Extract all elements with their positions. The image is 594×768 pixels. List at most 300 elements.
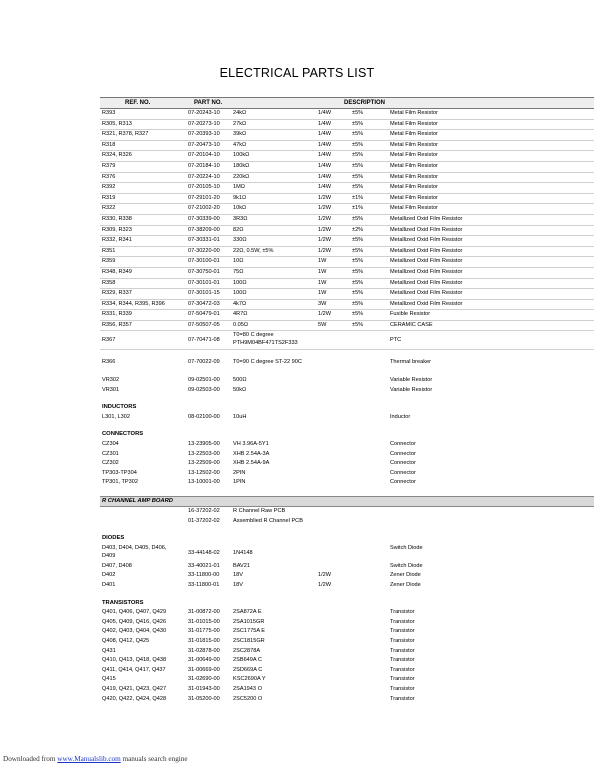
part-no: 13-10001-00 xyxy=(188,479,220,486)
part-no: 31-02690-00 xyxy=(188,676,220,683)
tolerance: ±1% xyxy=(352,205,364,212)
ref-no: Q431 xyxy=(102,647,116,654)
ref-no: R322 xyxy=(102,205,116,212)
value: 39kΩ xyxy=(233,131,247,138)
value: XHB 2.54A-9A xyxy=(233,460,270,467)
power: 1/2W xyxy=(318,247,332,254)
table-row xyxy=(100,204,594,215)
part-no: 31-00669-00 xyxy=(188,666,220,673)
part-no: 13-22503-00 xyxy=(188,450,220,457)
part-no: 07-20184-10 xyxy=(188,162,220,169)
section-title xyxy=(100,534,594,544)
part-no: 31-05200-00 xyxy=(188,695,220,702)
ref-no: R376 xyxy=(102,173,116,180)
ref-no: R330, R338 xyxy=(102,215,132,222)
ref-no: R305, R313 xyxy=(102,120,132,127)
part-no: 07-20243-10 xyxy=(188,110,220,116)
ref-no: R319 xyxy=(102,194,116,201)
description: Zener Diode xyxy=(390,581,421,588)
value: BAV21 xyxy=(233,562,250,569)
description: Transistor xyxy=(390,647,415,654)
power: 1W xyxy=(318,258,327,265)
description: CERAMIC CASE xyxy=(390,321,433,328)
board-heading: R CHANNEL AMP BOARD xyxy=(102,498,173,504)
table-row xyxy=(100,440,594,450)
ref-no: R324, R326 xyxy=(102,152,132,159)
tolerance: ±5% xyxy=(352,279,364,286)
ref-no: TP301, TP302 xyxy=(102,479,138,486)
value: 2PIN xyxy=(233,469,246,476)
ref-no: Q420, Q422, Q424, Q428 xyxy=(102,695,167,702)
value: 0.05Ω xyxy=(233,321,249,328)
part-no: 31-00872-00 xyxy=(188,609,220,616)
table-row xyxy=(100,507,594,517)
spacer xyxy=(100,350,594,358)
ref-no: Q402, Q403, Q404, Q430 xyxy=(102,628,167,635)
header-description: DESCRIPTION xyxy=(344,100,386,106)
value: 10Ω xyxy=(233,258,244,265)
tolerance: ±5% xyxy=(352,290,364,297)
power: 3W xyxy=(318,300,327,307)
table-row xyxy=(100,376,594,386)
part-no: 07-70471-08 xyxy=(188,337,220,344)
ref-no: R318 xyxy=(102,141,116,148)
value: 100Ω xyxy=(233,290,247,297)
ref-no: D403, D404, D405, D406, xyxy=(102,544,167,551)
part-no: 07-20273-10 xyxy=(188,120,220,127)
value: VH 3.96A-5Y1 xyxy=(233,441,269,448)
tolerance: ±5% xyxy=(352,215,364,222)
ref-no: R331, R339 xyxy=(102,311,132,318)
description: Thermal breaker xyxy=(390,359,432,366)
tolerance: ±5% xyxy=(352,131,364,138)
section-title xyxy=(100,403,594,413)
part-no: 07-29101-20 xyxy=(188,194,220,201)
description: Transistor xyxy=(390,695,415,702)
part-no: 13-12502-00 xyxy=(188,469,220,476)
description: Metallized Oxid Film Resistor xyxy=(390,226,463,233)
table-row xyxy=(100,141,594,152)
part-no: 13-22509-00 xyxy=(188,460,220,467)
tolerance: ±5% xyxy=(352,311,364,318)
part-no: 07-30101-15 xyxy=(188,290,220,297)
page-title: ELECTRICAL PARTS LIST xyxy=(219,66,375,80)
description: Connector xyxy=(390,460,416,467)
table-row xyxy=(100,469,594,479)
value: 220kΩ xyxy=(233,173,250,180)
table-body xyxy=(100,109,594,704)
part-no: 33-11800-00 xyxy=(188,572,220,579)
value: 10kΩ xyxy=(233,205,247,212)
footer-prefix: Downloaded from xyxy=(3,755,58,763)
header-part: PART NO. xyxy=(194,100,223,106)
value: 1PIN xyxy=(233,479,246,486)
value: 100Ω xyxy=(233,279,247,286)
description: Metallized Oxid Film Resistor xyxy=(390,268,463,275)
part-no: 09-02503-00 xyxy=(188,386,220,393)
table-row xyxy=(100,247,594,258)
description: Metallized Oxid Film Resistor xyxy=(390,237,463,244)
tolerance: ±5% xyxy=(352,247,364,254)
value: 2SD669A C xyxy=(233,666,263,673)
table-row xyxy=(100,289,594,300)
value: 2SC2878A xyxy=(233,647,261,654)
part-no: 09-02501-00 xyxy=(188,377,220,384)
part-no: 07-38209-00 xyxy=(188,226,220,233)
table-row xyxy=(100,544,594,562)
ref-no: TP303-TP304 xyxy=(102,469,137,476)
description: Metal Film Resistor xyxy=(390,173,438,180)
description: Transistor xyxy=(390,637,415,644)
value: 82Ω xyxy=(233,226,244,233)
table-row xyxy=(100,151,594,162)
value: 4R7Ω xyxy=(233,311,248,318)
description: PTC xyxy=(390,337,402,344)
footer xyxy=(3,755,188,763)
ref-no: Q415 xyxy=(102,676,116,683)
value: 18V xyxy=(233,572,243,579)
value: 2SB649A C xyxy=(233,657,262,664)
value: 47kΩ xyxy=(233,141,247,148)
ref-no: R351 xyxy=(102,247,116,254)
description: Transistor xyxy=(390,618,415,625)
ref-no: R329, R337 xyxy=(102,290,132,297)
description: Metallized Oxid Film Resistor xyxy=(390,300,463,307)
manualslib-link[interactable]: www.Manualslib.com xyxy=(57,755,121,763)
tolerance: ±5% xyxy=(352,141,364,148)
power: 1/2W xyxy=(318,205,332,212)
value: 2SA1943 O xyxy=(233,685,262,692)
part-no: 31-00649-00 xyxy=(188,657,220,664)
tolerance: ±5% xyxy=(352,237,364,244)
ref-no: R366 xyxy=(102,359,116,366)
value: 2SA872A E xyxy=(233,609,262,616)
power: 1/4W xyxy=(318,110,332,116)
tolerance: ±5% xyxy=(352,184,364,191)
ref-no: VR302 xyxy=(102,377,120,384)
ref-no-line-2: D409 xyxy=(102,552,116,559)
diodes-heading: DIODES xyxy=(102,535,125,542)
ref-no: R334, R344, R395, R396 xyxy=(102,300,165,307)
part-no: 08-02100-00 xyxy=(188,413,220,420)
spacer xyxy=(100,368,594,376)
value: R Channel Raw PCB xyxy=(233,508,286,514)
power: 1W xyxy=(318,279,327,286)
table-row xyxy=(100,618,594,628)
spacer xyxy=(100,422,594,430)
description: Metal Film Resistor xyxy=(390,184,438,191)
part-no: 07-50507-05 xyxy=(188,321,220,328)
table-row xyxy=(100,331,594,350)
table-row xyxy=(100,321,594,332)
value: 50kΩ xyxy=(233,386,247,393)
connectors-heading: CONNECTORS xyxy=(102,431,144,438)
description: Transistor xyxy=(390,676,415,683)
part-no: 33-44148-02 xyxy=(188,549,220,556)
value: 330Ω xyxy=(233,237,247,244)
table-row xyxy=(100,109,594,120)
part-no: 07-20104-10 xyxy=(188,152,220,159)
tolerance: ±1% xyxy=(352,194,364,201)
table-row xyxy=(100,236,594,247)
description: Connector xyxy=(390,450,416,457)
description: Zener Diode xyxy=(390,572,421,579)
ref-no: Q401, Q406, Q407, Q429 xyxy=(102,609,167,616)
power: 1/2W xyxy=(318,226,332,233)
table-row xyxy=(100,581,594,591)
description: Switch Diode xyxy=(390,544,423,551)
description: Metal Film Resistor xyxy=(390,194,438,201)
table-row xyxy=(100,656,594,666)
ref-no: R309, R323 xyxy=(102,226,132,233)
description: Metal Film Resistor xyxy=(390,110,438,116)
power: 1/4W xyxy=(318,152,332,159)
part-no: 01-37202-02 xyxy=(188,517,220,524)
description: Transistor xyxy=(390,657,415,664)
spacer xyxy=(100,591,594,599)
ref-no: R321, R378, R327 xyxy=(102,131,149,138)
value: 180kΩ xyxy=(233,162,250,169)
table-row xyxy=(100,268,594,279)
power: 1/2W xyxy=(318,581,332,588)
description: Metal Film Resistor xyxy=(390,120,438,127)
power: 1/4W xyxy=(318,162,332,169)
value: T0=90 C degree ST-22 90C xyxy=(233,359,302,366)
table-row xyxy=(100,459,594,469)
table-header xyxy=(100,97,594,109)
tolerance: ±5% xyxy=(352,258,364,265)
value: XHB 2.54A-3A xyxy=(233,450,270,457)
ref-no: R393 xyxy=(102,110,116,116)
table-row xyxy=(100,571,594,581)
value: Assemblied R Channel PCB xyxy=(233,517,303,524)
description: Variable Resistor xyxy=(390,386,433,393)
value-line-2: PTH9M04BF471TS2F333 xyxy=(233,340,298,347)
description: Fusible Resistor xyxy=(390,311,431,318)
table-row xyxy=(100,695,594,705)
value: 27kΩ xyxy=(233,120,247,127)
part-no: 07-20105-10 xyxy=(188,184,220,191)
value: 2SC1775A E xyxy=(233,628,266,635)
description: Metallized Oxid Film Resistor xyxy=(390,290,463,297)
part-no: 07-30100-01 xyxy=(188,258,220,265)
table-row xyxy=(100,183,594,194)
table-row xyxy=(100,478,594,488)
part-no: 07-30331-01 xyxy=(188,237,220,244)
ref-no: Q419, Q421, Q423, Q427 xyxy=(102,685,167,692)
table-row xyxy=(100,608,594,618)
footer-suffix: manuals search engine xyxy=(120,755,188,763)
power: 1/4W xyxy=(318,131,332,138)
table-row xyxy=(100,666,594,676)
table-row xyxy=(100,358,594,368)
table-row xyxy=(100,226,594,237)
ref-no: D407, D408 xyxy=(102,562,132,569)
ref-no: R332, R341 xyxy=(102,237,132,244)
part-no: 07-21002-20 xyxy=(188,205,220,212)
description: Transistor xyxy=(390,666,415,673)
ref-no: Q408, Q412, Q425 xyxy=(102,637,150,644)
part-no: 07-70022-09 xyxy=(188,359,220,366)
table-row xyxy=(100,310,594,321)
description: Connector xyxy=(390,469,416,476)
power: 1/4W xyxy=(318,184,332,191)
description: Metal Film Resistor xyxy=(390,152,438,159)
value: 500Ω xyxy=(233,377,247,384)
ref-no: D401 xyxy=(102,581,116,588)
description: Metal Film Resistor xyxy=(390,131,438,138)
value: 75Ω xyxy=(233,268,244,275)
ref-no: R356, R357 xyxy=(102,321,132,328)
tolerance: ±5% xyxy=(352,321,364,328)
table-row xyxy=(100,386,594,396)
table-row xyxy=(100,120,594,131)
header-ref: REF. NO. xyxy=(125,100,151,106)
value: 18V xyxy=(233,581,243,588)
description: Metallized Oxid Film Resistor xyxy=(390,215,463,222)
value: 4k7Ω xyxy=(233,300,247,307)
tolerance: ±2% xyxy=(352,226,364,233)
part-no: 07-30220-00 xyxy=(188,247,220,254)
tolerance: ±5% xyxy=(352,110,364,116)
ref-no: CZ301 xyxy=(102,450,119,457)
ref-no: VR301 xyxy=(102,386,120,393)
ref-no: Q411, Q414, Q417, Q437 xyxy=(102,666,166,673)
value: 2SC5200 O xyxy=(233,695,263,702)
table-row xyxy=(100,562,594,572)
tolerance: ±5% xyxy=(352,300,364,307)
part-no: 33-40021-01 xyxy=(188,562,220,569)
part-no: 07-50479-01 xyxy=(188,311,220,318)
spacer xyxy=(100,395,594,403)
part-no: 07-30339-00 xyxy=(188,215,220,222)
part-no: 33-11800-01 xyxy=(188,581,220,588)
power: 5W xyxy=(318,321,327,328)
table-row xyxy=(100,675,594,685)
table-row xyxy=(100,215,594,226)
section-title xyxy=(100,599,594,609)
power: 1/2W xyxy=(318,194,332,201)
value: 1N4148 xyxy=(233,549,253,556)
ref-no: R379 xyxy=(102,162,116,169)
part-no: 07-20393-10 xyxy=(188,131,220,138)
table-row xyxy=(100,627,594,637)
part-no: 07-20473-10 xyxy=(188,141,220,148)
value: T0=80 C degree xyxy=(233,332,274,339)
tolerance: ±5% xyxy=(352,120,364,127)
spacer xyxy=(100,526,594,534)
part-no: 31-01775-00 xyxy=(188,628,220,635)
description: Connector xyxy=(390,479,416,486)
ref-no: CZ304 xyxy=(102,441,119,448)
ref-no: R367 xyxy=(102,337,116,344)
power: 1/4W xyxy=(318,120,332,127)
table-row xyxy=(100,517,594,527)
table-row xyxy=(100,162,594,173)
value: 9k1Ω xyxy=(233,194,247,201)
value: KSC2690A Y xyxy=(233,676,266,683)
ref-no: R392 xyxy=(102,184,116,191)
power: 1/2W xyxy=(318,572,332,579)
description: Metallized Oxid Film Resistor xyxy=(390,247,463,254)
tolerance: ±5% xyxy=(352,173,364,180)
table-row xyxy=(100,413,594,423)
value: 22Ω, 0.5W, ±5% xyxy=(233,247,274,254)
tolerance: ±5% xyxy=(352,152,364,159)
part-no: 31-01943-00 xyxy=(188,685,220,692)
table-row xyxy=(100,279,594,290)
description: Variable Resistor xyxy=(390,377,433,384)
description: Metallized Oxid Film Resistor xyxy=(390,258,463,265)
tolerance: ±5% xyxy=(352,162,364,169)
value: 10uH xyxy=(233,413,247,420)
part-no: 13-23905-00 xyxy=(188,441,220,448)
board-band xyxy=(100,496,594,507)
power: 1W xyxy=(318,290,327,297)
part-no: 16-37202-02 xyxy=(188,508,220,514)
description: Inductor xyxy=(390,413,411,420)
spacer xyxy=(100,488,594,496)
part-no: 07-30472-03 xyxy=(188,300,220,307)
description: Metal Film Resistor xyxy=(390,162,438,169)
part-no: 07-30750-01 xyxy=(188,268,220,275)
ref-no: D402 xyxy=(102,572,116,579)
part-no: 31-02878-00 xyxy=(188,647,220,654)
ref-no: Q410, Q413, Q418, Q438 xyxy=(102,657,167,664)
table-row xyxy=(100,685,594,695)
table-row xyxy=(100,130,594,141)
value: 2SA1015GR xyxy=(233,618,265,625)
section-title xyxy=(100,430,594,440)
value: 100kΩ xyxy=(233,152,250,159)
table-row xyxy=(100,647,594,657)
table-row xyxy=(100,450,594,460)
power: 1/2W xyxy=(318,237,332,244)
value: 24kΩ xyxy=(233,110,247,116)
power: 1/2W xyxy=(318,215,332,222)
ref-no: R358 xyxy=(102,279,116,286)
description: Metal Film Resistor xyxy=(390,141,438,148)
description: Switch Diode xyxy=(390,562,423,569)
ref-no: R348, R349 xyxy=(102,268,132,275)
tolerance: ±5% xyxy=(352,268,364,275)
description: Metallized Oxid Film Resistor xyxy=(390,279,463,286)
power: 1/2W xyxy=(318,311,332,318)
table-row xyxy=(100,257,594,268)
description: Connector xyxy=(390,441,416,448)
part-no: 31-01815-00 xyxy=(188,637,220,644)
transistors-heading: TRANSISTORS xyxy=(102,599,144,606)
ref-no: R359 xyxy=(102,258,116,265)
power: 1/4W xyxy=(318,141,332,148)
inductors-heading: INDUCTORS xyxy=(102,404,137,411)
value: 2SC1815GR xyxy=(233,637,265,644)
part-no: 07-30101-01 xyxy=(188,279,220,286)
description: Transistor xyxy=(390,628,415,635)
ref-no: Q405, Q409, Q416, Q426 xyxy=(102,618,167,625)
parts-table xyxy=(100,97,594,704)
description: Transistor xyxy=(390,609,415,616)
description: Metal Film Resistor xyxy=(390,205,438,212)
value: 1MΩ xyxy=(233,184,245,191)
table-row xyxy=(100,637,594,647)
ref-no: CZ302 xyxy=(102,460,119,467)
part-no: 31-01015-00 xyxy=(188,618,220,625)
power: 1/4W xyxy=(318,173,332,180)
ref-no: L301, L302 xyxy=(102,413,130,420)
part-no: 07-20224-10 xyxy=(188,173,220,180)
description: Transistor xyxy=(390,685,415,692)
